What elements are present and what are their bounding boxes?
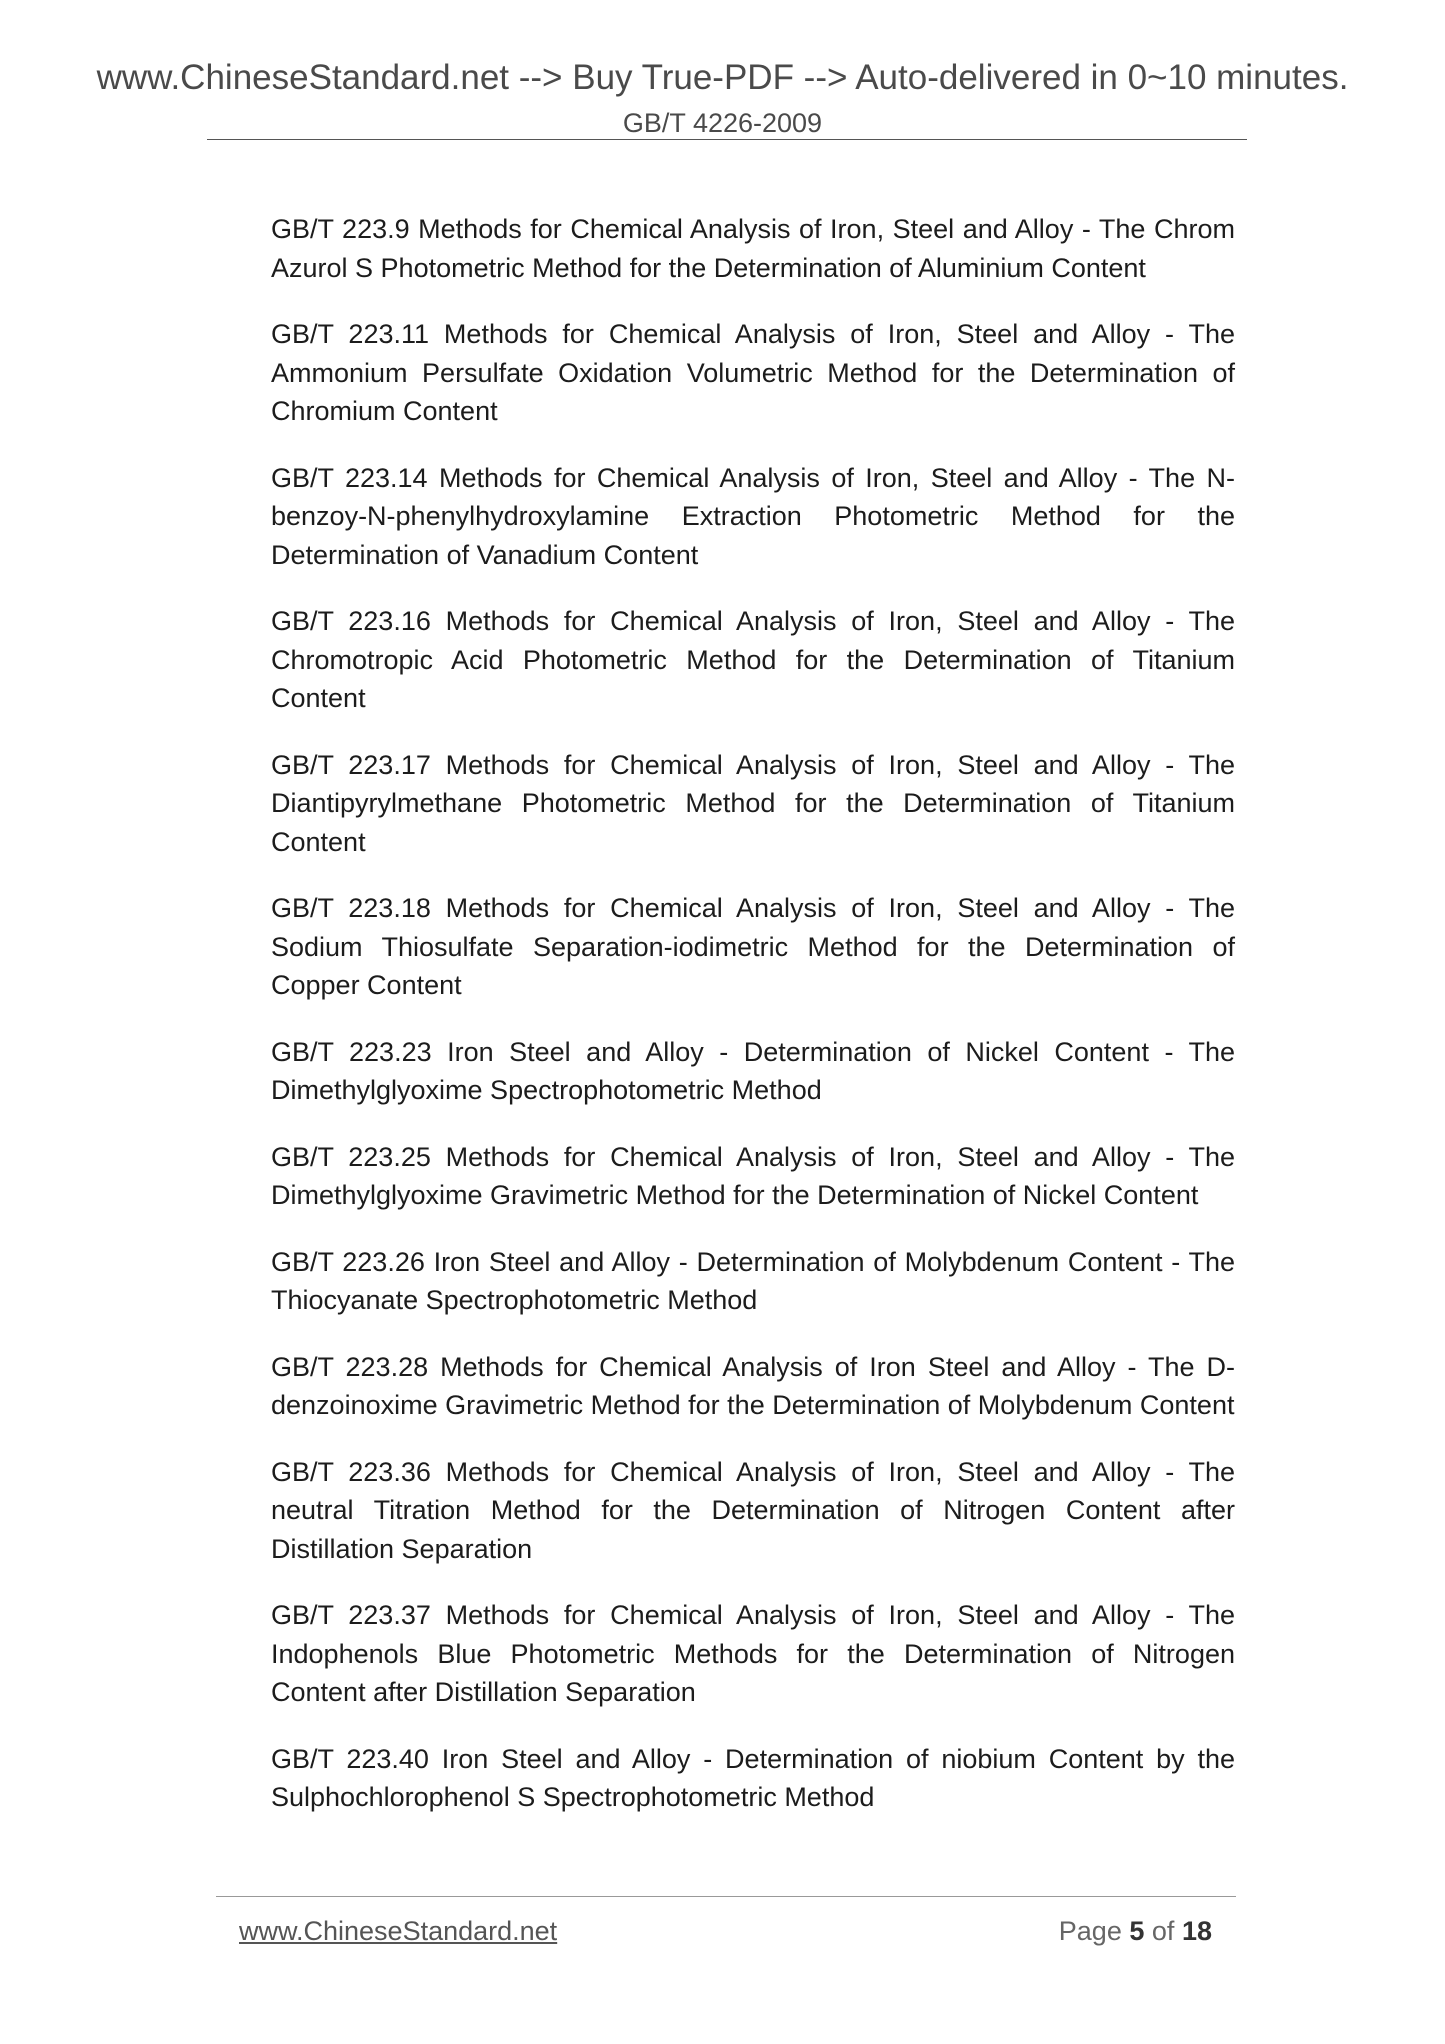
normative-references-list	[271, 210, 1235, 1845]
footer-divider	[216, 1896, 1236, 1897]
header-divider	[207, 139, 1247, 140]
header-banner: www.ChineseStandard.net --> Buy True-PDF --> Auto-delivered in 0~10 minutes.	[96, 58, 1349, 97]
reference-item: GB/T 223.14 Methods for Chemical Analysis of Iron, Steel and Alloy - The N-benzoy-N-phenylhydroxylamine Extraction Photometric Method for the Determination of Vanadium Content	[271, 462, 1235, 570]
footer-site-link[interactable]: www.ChineseStandard.net	[239, 1916, 558, 1946]
page-of: of	[1151, 1916, 1175, 1946]
page-indicator	[1059, 1914, 1212, 1948]
page-prefix: Page	[1058, 1916, 1122, 1946]
reference-item: GB/T 223.17 Methods for Chemical Analysis of Iron, Steel and Alloy - The Diantipyrylmethane Photometric Method for the Determination of Titanium Content	[271, 749, 1235, 857]
reference-item: GB/T 223.25 Methods for Chemical Analysis of Iron, Steel and Alloy - The Dimethylglyoxime Gravimetric Method for the Determination of Nickel Content	[271, 1141, 1235, 1210]
reference-item: GB/T 223.26 Iron Steel and Alloy - Determination of Molybdenum Content - The Thiocyanate Spectrophotometric Method	[271, 1246, 1235, 1315]
reference-item: GB/T 223.18 Methods for Chemical Analysis of Iron, Steel and Alloy - The Sodium Thiosulfate Separation-iodimetric Method for the Determination of Copper Content	[271, 893, 1235, 1000]
reference-item: GB/T 223.36 Methods for Chemical Analysis of Iron, Steel and Alloy - The neutral Titration Method for the Determination of Nitrogen Content after Distillation Separation	[271, 1456, 1235, 1564]
reference-item: GB/T 223.16 Methods for Chemical Analysis of Iron, Steel and Alloy - The Chromotropic Acid Photometric Method for the Determination of Titanium Content	[271, 606, 1235, 713]
reference-item: GB/T 223.28 Methods for Chemical Analysis of Iron Steel and Alloy - The D-denzoinoxime Gravimetric Method for the Determination of Molybdenum Content	[271, 1351, 1235, 1420]
page-total: 18	[1181, 1916, 1212, 1946]
reference-item: GB/T 223.37 Methods for Chemical Analysis of Iron, Steel and Alloy - The Indophenols Blue Photometric Methods for the Determination of Nitrogen Content after Distillation Separation	[271, 1600, 1235, 1707]
reference-item: GB/T 223.40 Iron Steel and Alloy - Determination of niobium Content by the Sulphochlorophenol S Spectrophotometric Method	[271, 1743, 1235, 1812]
standard-code: GB/T 4226-2009	[622, 108, 823, 138]
reference-item: GB/T 223.11 Methods for Chemical Analysis of Iron, Steel and Alloy - The Ammonium Persulfate Oxidation Volumetric Method for the Determination of Chromium Content	[271, 319, 1235, 426]
page-current: 5	[1129, 1916, 1145, 1946]
reference-item: GB/T 223.23 Iron Steel and Alloy - Determination of Nickel Content - The Dimethylglyoxime Spectrophotometric Method	[271, 1036, 1235, 1105]
reference-item: GB/T 223.9 Methods for Chemical Analysis of Iron, Steel and Alloy - The Chrom Azurol S Photometric Method for the Determination of Aluminium Content	[271, 214, 1235, 283]
